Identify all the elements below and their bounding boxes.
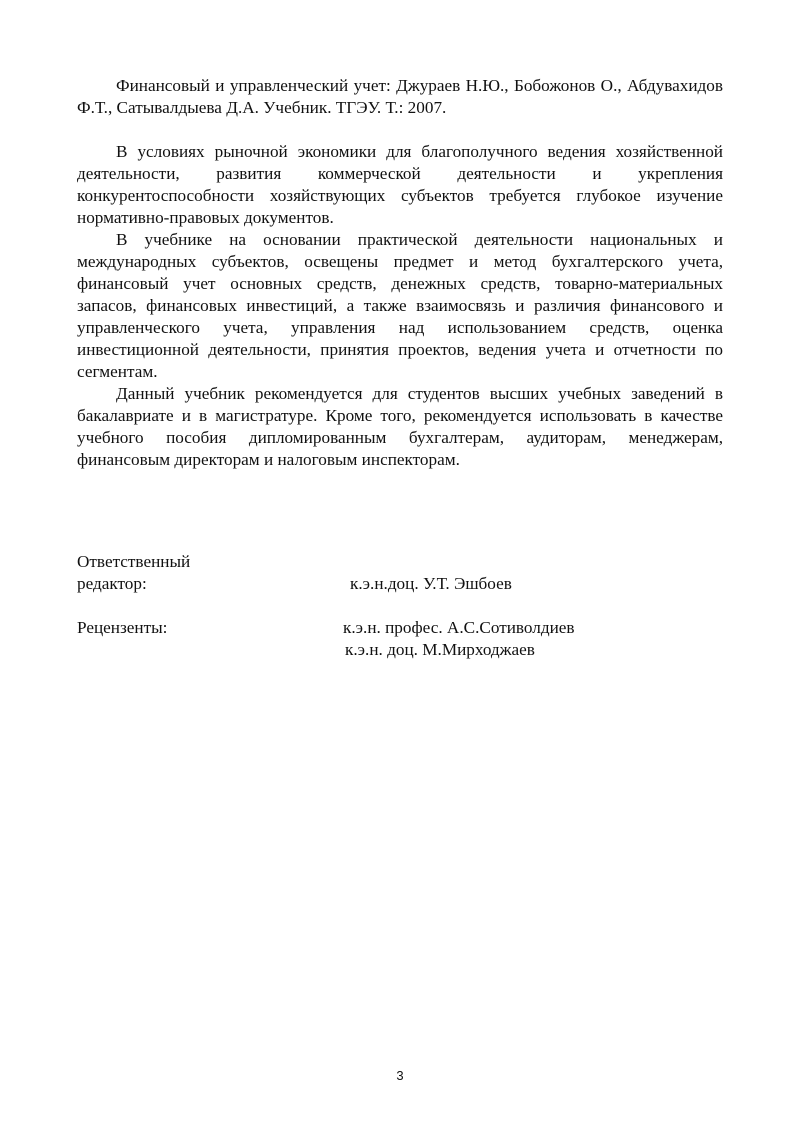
reviewers-label: Рецензенты: [77,618,168,637]
editor-credit [77,551,723,621]
page-number: 3 [396,1068,404,1083]
reviewer-2: к.э.н. доц. М.Мирходжаев [345,640,535,659]
bibliography-text: Финансовый и управленческий учет: Джураев Н.Ю., Бобожонов О., Абдувахидов Ф.Т., Сатывалдыева Д.А. Учебник. ТГЭУ. Т.: 2007. [77,76,723,117]
editor-label-line2: редактор: [77,574,147,593]
reviewers-credit [77,617,723,667]
editor-name: к.э.н.доц. У.Т. Эшбоев [350,574,512,593]
editor-label-line1: Ответственный [77,552,191,571]
reviewer-1: к.э.н. профес. А.С.Сотиволдиев [343,618,575,637]
abstract [77,141,723,471]
abstract-paragraph-3: Данный учебник рекомендуется для студентов высших учебных заведений в бакалавриате и в магистратуре. Кроме того, рекомендуется использовать в качестве учебного пособия дипломированным бухгалтерам, аудиторам, менеджерам, финансовым директорам и налоговым инспекторам. [77,384,723,469]
abstract-paragraph-1: В условиях рыночной экономики для благополучного ведения хозяйственной деятельности, развития коммерческой деятельности и укрепления конкурентоспособности хозяйствующих субъектов требуется глубокое изучение нормативно-правовых документов. [77,142,723,227]
bibliographic-reference [77,75,723,119]
abstract-paragraph-2: В учебнике на основании практической деятельности национальных и международных субъектов, освещены предмет и метод бухгалтерского учета, финансовый учет основных средств, денежных средств, товарно-материальных запасов, финансовых инвестиций, а также взаимосвязь и различия финансового и управленческого учета, управления над использованием средств, оценка инвестиционной деятельности, принятия проектов, ведения учета и отчетности по сегментам. [77,230,723,381]
